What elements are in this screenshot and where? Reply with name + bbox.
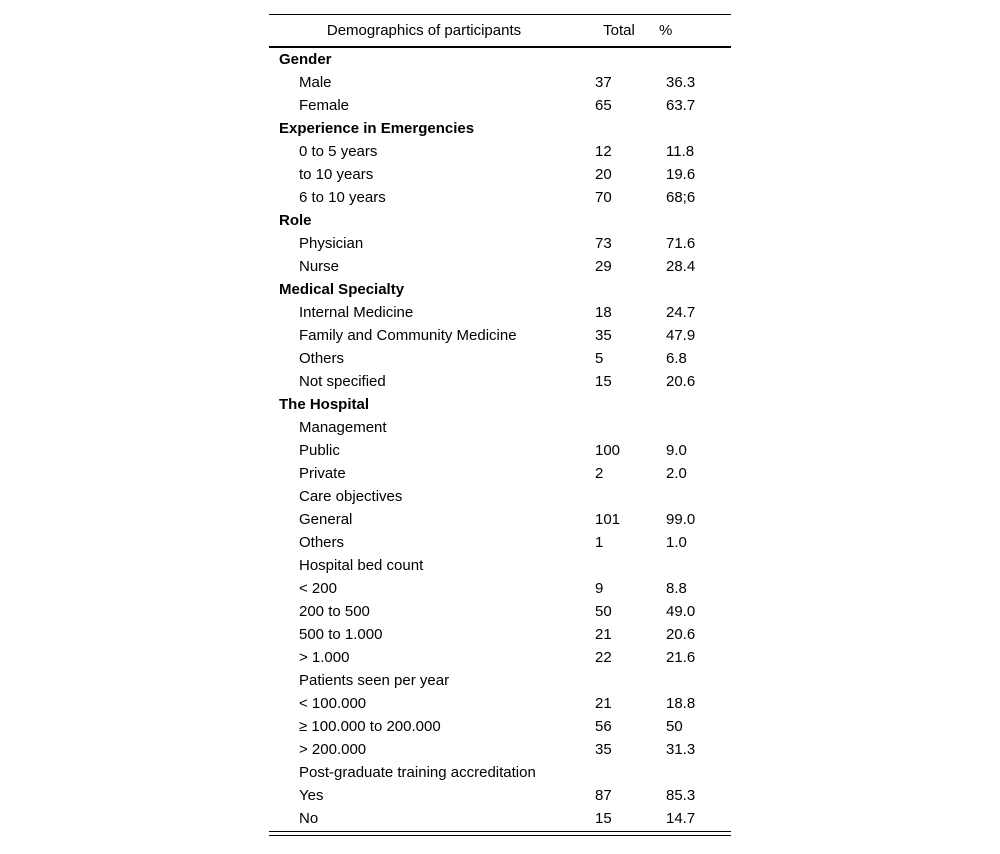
row-percent: 1.0: [666, 533, 687, 551]
row-total: 21: [595, 694, 612, 712]
table-bottom-rule: [269, 831, 731, 836]
table-row: [269, 347, 731, 370]
section-heading: Medical Specialty: [279, 280, 405, 298]
row-label: 500 to 1.000: [299, 625, 383, 643]
demographics-table-container: [269, 14, 731, 836]
row-percent: 49.0: [666, 602, 696, 620]
row-percent: 71.6: [666, 234, 696, 252]
row-percent: [659, 416, 731, 439]
row-label: Family and Community Medicine: [299, 326, 517, 344]
table-row: [269, 784, 731, 807]
table-row: [269, 600, 731, 623]
row-percent: 31.3: [666, 740, 696, 758]
table-row: [269, 186, 731, 209]
row-total: 50: [595, 602, 612, 620]
row-label: Management: [299, 418, 387, 436]
row-label: Not specified: [299, 372, 386, 390]
row-total: 5: [595, 349, 604, 367]
row-total: 70: [595, 188, 612, 206]
row-label: < 100.000: [299, 694, 367, 712]
row-total: 37: [595, 73, 612, 91]
table-row: [269, 715, 731, 738]
row-percent: 20.6: [666, 372, 696, 390]
table-row: [269, 255, 731, 278]
row-percent: 68;6: [666, 188, 696, 206]
row-percent: 19.6: [666, 165, 696, 183]
row-percent: 6.8: [666, 349, 687, 367]
section-heading: Gender: [279, 50, 332, 68]
row-percent: [659, 47, 731, 71]
row-total: 2: [595, 464, 604, 482]
header-demographics: Demographics of participants: [326, 21, 522, 39]
row-percent: [659, 485, 731, 508]
table-body: [269, 47, 731, 830]
row-total: [579, 669, 659, 692]
row-label: Internal Medicine: [299, 303, 414, 321]
section-heading: Role: [279, 211, 312, 229]
header-row: [269, 15, 731, 48]
row-total: 9: [595, 579, 604, 597]
row-total: 21: [595, 625, 612, 643]
row-total: 73: [595, 234, 612, 252]
row-percent: 18.8: [666, 694, 696, 712]
table-row: [269, 370, 731, 393]
row-percent: [659, 393, 731, 416]
row-percent: 47.9: [666, 326, 696, 344]
section-heading: Experience in Emergencies: [279, 119, 475, 137]
row-label: > 1.000: [299, 648, 350, 666]
row-total: 18: [595, 303, 612, 321]
table-row: [269, 485, 731, 508]
row-percent: 8.8: [666, 579, 687, 597]
table-row: [269, 531, 731, 554]
section-row: [269, 393, 731, 416]
row-total: 65: [595, 96, 612, 114]
row-percent: 21.6: [666, 648, 696, 666]
row-label: 200 to 500: [299, 602, 370, 620]
row-total: 56: [595, 717, 612, 735]
row-label: Male: [299, 73, 332, 91]
row-label: Care objectives: [299, 487, 403, 505]
row-label: > 200.000: [299, 740, 367, 758]
row-label: Yes: [299, 786, 324, 804]
row-total: 35: [595, 326, 612, 344]
table-row: [269, 416, 731, 439]
table-row: [269, 577, 731, 600]
row-percent: 85.3: [666, 786, 696, 804]
row-percent: 99.0: [666, 510, 696, 528]
row-total: 100: [595, 441, 621, 459]
row-percent: 63.7: [666, 96, 696, 114]
row-percent: [659, 761, 731, 784]
table-row: [269, 646, 731, 669]
row-percent: 20.6: [666, 625, 696, 643]
row-percent: [659, 669, 731, 692]
table-row: [269, 761, 731, 784]
section-row: [269, 209, 731, 232]
row-percent: 2.0: [666, 464, 687, 482]
section-row: [269, 278, 731, 301]
row-total: 15: [595, 372, 612, 390]
row-total: [579, 554, 659, 577]
table-row: [269, 669, 731, 692]
header-percent: %: [659, 21, 673, 39]
table-row: [269, 232, 731, 255]
section-row: [269, 47, 731, 71]
row-label: to 10 years: [299, 165, 374, 183]
row-total: 12: [595, 142, 612, 160]
table-row: [269, 692, 731, 715]
row-total: [579, 761, 659, 784]
section-heading: The Hospital: [279, 395, 370, 413]
row-percent: [659, 117, 731, 140]
table-row: [269, 94, 731, 117]
row-label: No: [299, 809, 319, 827]
row-label: Public: [299, 441, 340, 459]
row-percent: [659, 209, 731, 232]
row-total: [579, 117, 659, 140]
row-total: 35: [595, 740, 612, 758]
row-percent: [659, 278, 731, 301]
row-total: 29: [595, 257, 612, 275]
demographics-table: [269, 14, 731, 830]
row-total: 1: [595, 533, 604, 551]
row-total: [579, 393, 659, 416]
table-row: [269, 623, 731, 646]
row-total: [579, 47, 659, 71]
row-total: 15: [595, 809, 612, 827]
row-total: [579, 485, 659, 508]
row-percent: [659, 554, 731, 577]
header-total: Total: [603, 21, 635, 39]
table-header: [269, 15, 731, 48]
row-total: [579, 209, 659, 232]
section-row: [269, 117, 731, 140]
row-percent: 50: [666, 717, 683, 735]
table-row: [269, 508, 731, 531]
row-label: 0 to 5 years: [299, 142, 378, 160]
table-row: [269, 163, 731, 186]
row-percent: 36.3: [666, 73, 696, 91]
row-percent: 9.0: [666, 441, 687, 459]
row-label: Female: [299, 96, 350, 114]
row-label: 6 to 10 years: [299, 188, 386, 206]
row-label: Physician: [299, 234, 364, 252]
row-label: Others: [299, 533, 345, 551]
row-percent: 28.4: [666, 257, 696, 275]
row-label: Patients seen per year: [299, 671, 450, 689]
table-row: [269, 738, 731, 761]
table-row: [269, 807, 731, 830]
row-total: 22: [595, 648, 612, 666]
table-row: [269, 439, 731, 462]
row-total: [579, 416, 659, 439]
row-total: [579, 278, 659, 301]
row-label: Private: [299, 464, 346, 482]
row-percent: 24.7: [666, 303, 696, 321]
table-row: [269, 324, 731, 347]
row-total: 101: [595, 510, 621, 528]
row-label: ≥ 100.000 to 200.000: [299, 717, 441, 735]
row-percent: 11.8: [666, 142, 695, 160]
table-row: [269, 71, 731, 94]
row-percent: 14.7: [666, 809, 696, 827]
row-label: < 200: [299, 579, 337, 597]
row-label: Hospital bed count: [299, 556, 424, 574]
row-label: Post-graduate training accreditation: [299, 763, 536, 781]
table-row: [269, 462, 731, 485]
row-label: Nurse: [299, 257, 340, 275]
table-row: [269, 554, 731, 577]
table-row: [269, 301, 731, 324]
row-total: 87: [595, 786, 612, 804]
row-label: Others: [299, 349, 345, 367]
table-row: [269, 140, 731, 163]
row-total: 20: [595, 165, 612, 183]
row-label: General: [299, 510, 353, 528]
